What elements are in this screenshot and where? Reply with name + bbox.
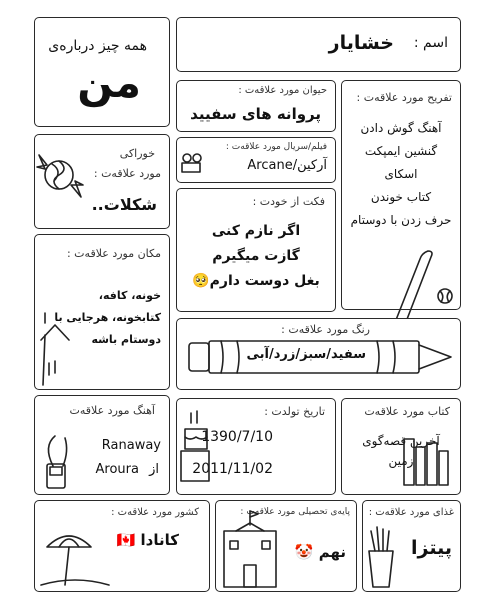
country-box: [34, 500, 210, 592]
name-label: اسم :: [413, 35, 448, 51]
country-value: [117, 531, 179, 549]
house-icon: [35, 235, 171, 391]
pleading-face-icon: 🥺: [192, 273, 210, 289]
fact-line: گازت میگیرم: [212, 248, 300, 264]
color-value: سفید/سبز/زرد/آبی: [246, 347, 366, 362]
list-item: گنشین ایمپکت: [364, 144, 438, 158]
book-label: کتاب مورد علاقه‌ت: [364, 405, 450, 418]
mp3-player-icon: [35, 396, 95, 496]
country-name: کانادا: [140, 531, 179, 549]
food-label: مورد علاقه‌ت :: [93, 167, 161, 180]
canada-flag-icon: 🇨🇦: [116, 531, 136, 549]
list-item: حرف زدن با دوستام: [350, 213, 452, 227]
baseball-bat-icon: [342, 81, 462, 311]
list-item: اسکای: [384, 167, 418, 181]
gregorian-date: 2011/11/02: [192, 461, 273, 477]
title-main: من: [77, 58, 141, 107]
place-line: دوستام باشه: [91, 333, 161, 346]
meal-value: پیتزا: [411, 537, 452, 559]
song-box: [34, 395, 170, 495]
birthday-box: [176, 398, 336, 495]
film-label: فیلم/سریال مورد علاقه‌ت :: [225, 142, 327, 152]
film-value: آرکین/Arcane: [247, 158, 327, 173]
book-title-line: آخرین قصه‌گوی: [362, 434, 440, 448]
grade-label: پایه‌ی تحصیلی مورد علاقه‌ت :: [240, 507, 350, 517]
school-building-icon: [216, 501, 286, 593]
pet-label: حیوان مورد علاقه‌ت :: [238, 85, 327, 96]
film-box: [176, 137, 336, 183]
fact-line: بغل دوست دارم: [209, 273, 320, 289]
persian-date: 1390/7/10: [201, 429, 273, 445]
hobby-label: تفریح مورد علاقه‌ت :: [356, 91, 452, 104]
grade-name: نهم: [318, 543, 346, 561]
list-item: آهنگ گوش دادن: [360, 121, 442, 135]
meal-box: [362, 500, 461, 592]
fact-label: فکت از خودت :: [252, 195, 325, 208]
french-fries-icon: [363, 501, 403, 593]
pet-box: [176, 80, 336, 132]
title-line1: همه چیز درباره‌ی: [48, 38, 147, 54]
beach-umbrella-icon: [35, 501, 115, 593]
pet-value: پروانه های سفیید: [190, 105, 321, 123]
fact-line: اگر نازم کنی: [211, 223, 301, 239]
name-box: [176, 17, 461, 72]
place-line: خونه، کافه،: [98, 289, 161, 302]
grade-value: [295, 543, 346, 561]
birthday-label: تاریخ تولدت :: [264, 405, 325, 418]
color-label: رنگ مورد علاقه‌ت :: [281, 323, 370, 336]
books-icon: [342, 399, 462, 496]
food-value: شکلات..: [91, 195, 157, 214]
song-from: از: [149, 462, 159, 477]
song-label: آهنگ مورد علاقه‌ت: [69, 404, 155, 417]
color-box: [176, 318, 461, 390]
grade-box: [215, 500, 357, 592]
song-artist: Aroura: [95, 462, 139, 477]
book-title-line: زمین: [388, 454, 414, 468]
film-camera-icon: [177, 138, 207, 168]
title-box: [34, 17, 170, 127]
cake-icon: [177, 399, 217, 496]
book-box: [341, 398, 461, 495]
list-item: کتاب خوندن: [370, 190, 432, 204]
hobby-box: [341, 80, 461, 310]
name-value: خشایار: [328, 32, 394, 54]
place-line: کتابخونه، هرجایی با: [54, 311, 161, 324]
song-title: Ranaway: [101, 438, 161, 453]
fact-box: [176, 188, 336, 312]
clown-face-icon: 🤡: [294, 543, 314, 561]
fact-text: [177, 219, 335, 294]
place-box: [34, 234, 170, 390]
meal-label: غذای مورد علاقه‌ت :: [368, 507, 454, 518]
food-box: [34, 134, 170, 229]
food-title: خوراکی: [119, 147, 155, 160]
country-label: کشور مورد علاقه‌ت :: [111, 507, 199, 518]
candy-icon: [35, 135, 95, 215]
place-label: مکان مورد علاقه‌ت :: [66, 247, 161, 260]
